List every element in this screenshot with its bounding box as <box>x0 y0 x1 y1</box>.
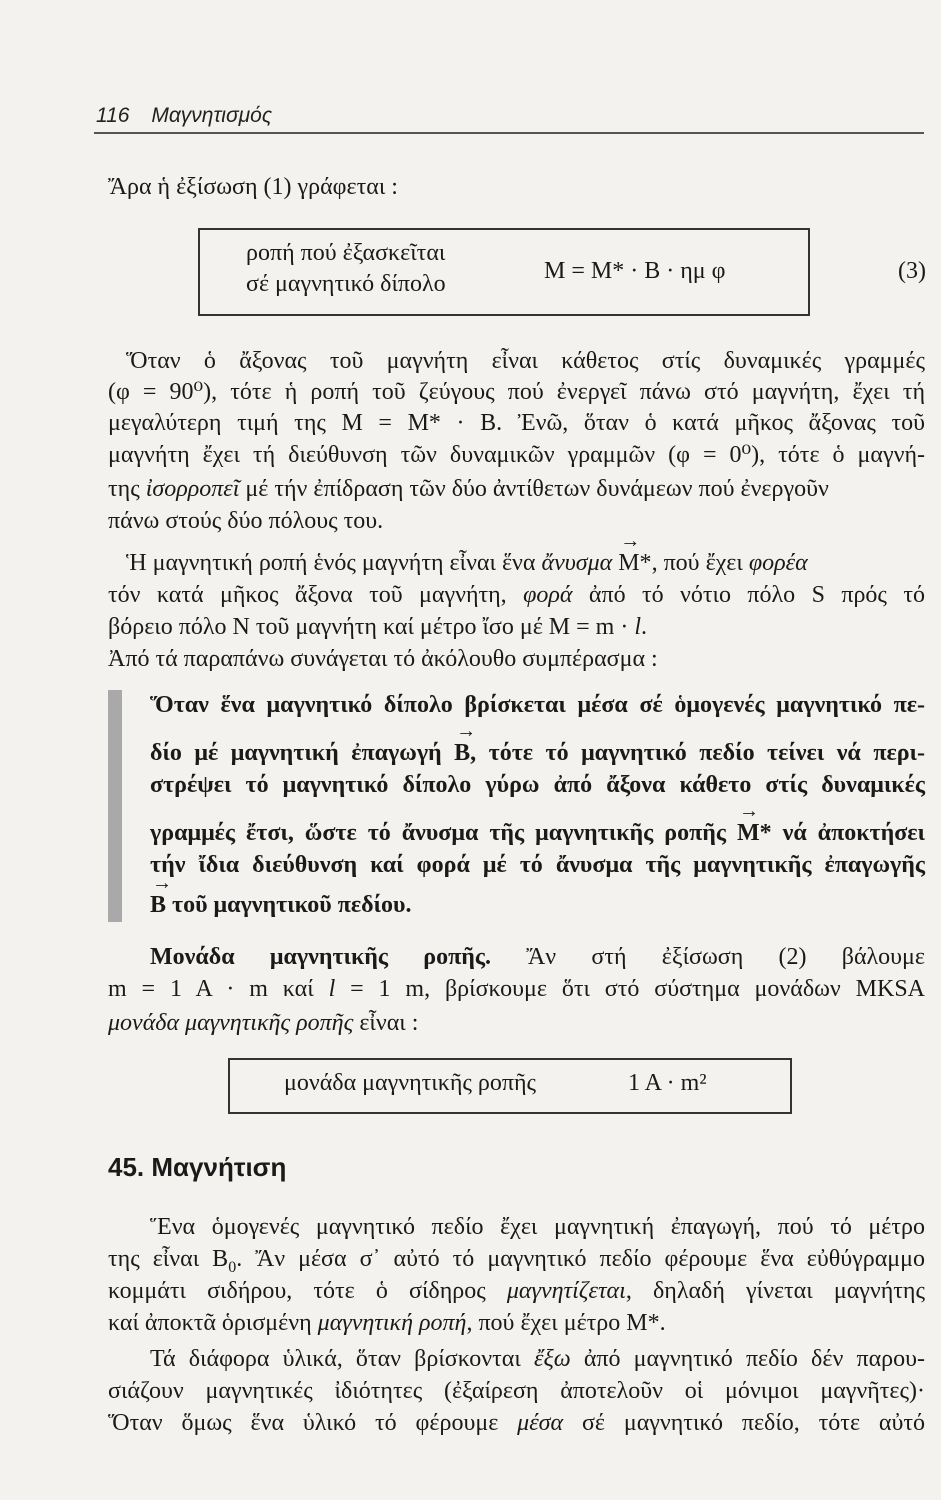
text-run: της <box>108 476 146 502</box>
s45-line1: Ἕνα ὁμογενές μαγνητικό πεδίο ἔχει μαγνητική ἐπαγωγή, πού τό μέτρο <box>150 1214 925 1240</box>
conclusion-line2 <box>150 738 925 768</box>
conclusion-line6 <box>150 890 925 920</box>
italic-term: φορά <box>523 582 573 608</box>
text-run: νά ἀποκτήσει <box>771 820 925 846</box>
para1-line1: Ὅταν ὁ ἄξονας τοῦ μαγνήτη εἶναι κάθετος στίς δυναμικές γραμμές <box>126 348 925 374</box>
text-run: = 1 m, βρίσκουμε ὅτι στό σύστημα μονάδων MKSA <box>335 976 925 1002</box>
text-run: , πού ἔχει μέτρο M*. <box>466 1310 666 1336</box>
equation-3-label-line2: σέ μαγνητικό δίπολο <box>246 271 446 297</box>
text-run: , πού ἔχει <box>651 550 749 576</box>
italic-term: μαγνητίζεται <box>506 1278 626 1304</box>
conclusion-line1: Ὅταν ἕνα μαγνητικό δίπολο βρίσκεται μέσα σέ ὁμογενές μαγνητικό πε- <box>150 692 925 718</box>
italic-term: μέσα <box>517 1410 564 1436</box>
para1-line6: πάνω στούς δύο πόλους του. <box>108 508 384 534</box>
running-title: Μαγνητισμός <box>151 104 273 127</box>
section-heading <box>108 1152 286 1183</box>
conclusion-line5: τήν ἴδια διεύθυνση καί φορά μέ τό ἄνυσμα τῆς μαγνητικῆς ἐπαγωγῆς <box>150 852 925 878</box>
equation-3-number: (3) <box>898 258 926 284</box>
bold-heading: Μονάδα μαγνητικῆς ροπῆς. <box>150 944 492 970</box>
text-run: τόν κατά μῆκος ἄξονα τοῦ μαγνήτη, <box>108 582 524 608</box>
page-number: 116 <box>96 104 130 127</box>
para2-line3 <box>108 612 925 642</box>
unit-line3 <box>108 1008 925 1038</box>
equation-3-label <box>246 238 446 300</box>
italic-term: μαγνητική ροπή <box>317 1310 467 1336</box>
italic-term: μονάδα μαγνητικῆς ροπῆς <box>108 1010 354 1036</box>
text-run: ἀπό τό νότιο πόλο S πρός τό <box>572 582 925 608</box>
equation-3-label-line1: ροπή πού ἐξασκεῖται <box>246 240 446 266</box>
subscript: 0 <box>228 1258 237 1276</box>
unit-box-value: 1 A · m² <box>628 1070 707 1096</box>
text-run: m = 1 A · m καί <box>108 976 329 1002</box>
text-run: , δηλαδή γίνεται μαγνήτης <box>625 1278 925 1304</box>
para2-line4: Ἀπό τά παραπάνω συνάγεται τό ἀκόλουθο συμπέρασμα : <box>108 646 658 672</box>
intro-line: Ἄρα ἡ ἐξίσωση (1) γράφεται : <box>108 174 398 200</box>
text-run: καί ἀποκτᾶ ὁρισμένη <box>108 1310 318 1336</box>
s45-line4 <box>108 1308 925 1338</box>
text-run: Ἄν στή ἐξίσωση (2) βάλουμε <box>491 944 925 970</box>
vector-m: → M* <box>737 818 772 848</box>
italic-term: ἔξω <box>533 1346 571 1372</box>
text-run: δίο μέ μαγνητική ἐπαγωγή <box>150 740 455 766</box>
para2-line2 <box>108 580 925 610</box>
italic-term: φορέα <box>748 550 808 576</box>
header-rule <box>94 132 924 134</box>
italic-term: ἰσορροπεῖ <box>145 476 240 502</box>
text-run: της εἶναι B <box>108 1246 229 1272</box>
italic-term: l <box>634 614 642 640</box>
unit-line2 <box>108 974 925 1004</box>
unit-line1 <box>150 942 925 972</box>
text-run: γραμμές ἔτσι, ὥστε τό ἄνυσμα τῆς μαγνητικῆς ροπῆς <box>150 820 737 846</box>
text-run: Ἡ μαγνητική ροπή ἑνός μαγνήτη εἶναι ἕνα <box>126 550 542 576</box>
vector-b: → B <box>150 890 166 920</box>
text-run: εἶναι : <box>353 1010 419 1036</box>
unit-box-label: μονάδα μαγνητικῆς ροπῆς <box>284 1070 537 1096</box>
s45-line3 <box>108 1276 925 1306</box>
para2-line1 <box>126 548 925 578</box>
para1-line2: (φ = 90⁰), τότε ἡ ροπή τοῦ ζεύγους πού ἐνεργεῖ πάνω στό μαγνήτη, ἔχει τή <box>108 379 925 405</box>
s45-line6: σιάζουν μαγνητικές ἰδιότητες (ἐξαίρεση ἀποτελοῦν οἱ μόνιμοι μαγνῆτες)· <box>108 1378 925 1404</box>
text-run: ἀπό μαγνητικό πεδίο δέν παρου- <box>570 1346 925 1372</box>
section-number: 45. <box>108 1152 145 1182</box>
vector-m: → M* <box>618 548 651 578</box>
running-header <box>96 104 272 128</box>
text-run: μέ τήν ἐπίδραση τῶν δύο ἀντίθετων δυνάμεων πού ἐνεργοῦν <box>239 476 829 502</box>
s45-line5 <box>150 1344 925 1374</box>
conclusion-sidebar <box>108 690 122 922</box>
text-run: . Ἄν μέσα σ᾽ αὐτό τό μαγνητικό πεδίο φέρουμε ἕνα εὐθύγραμμο <box>236 1246 926 1272</box>
equation-3-formula: M = M* · B · ημ φ <box>544 258 726 284</box>
conclusion-line3: στρέψει τό μαγνητικό δίπολο γύρω ἀπό ἄξονα κάθετο στίς δυναμικές <box>150 772 925 798</box>
text-run: . <box>641 614 648 640</box>
text-run: Ὅταν ὅμως ἕνα ὑλικό τό φέρουμε <box>108 1410 518 1436</box>
vector-b: → B <box>454 738 470 768</box>
text-run: τοῦ μαγνητικοῦ πεδίου. <box>166 892 412 918</box>
italic-term: ἄνυσμα <box>541 550 613 576</box>
conclusion-line4 <box>150 818 925 848</box>
text-run: , τότε τό μαγνητικό πεδίο τείνει νά περι- <box>470 740 925 766</box>
text-run: Τά διάφορα ὑλικά, ὅταν βρίσκονται <box>150 1346 534 1372</box>
text-run: σέ μαγνητικό πεδίο, τότε αὐτό <box>563 1410 926 1436</box>
text-run: βόρειο πόλο N τοῦ μαγνήτη καί μέτρο ἴσο μέ M = m · <box>108 614 635 640</box>
section-title: Μαγνήτιση <box>151 1152 287 1182</box>
s45-line7 <box>108 1408 925 1438</box>
text-run: κομμάτι σιδήρου, τότε ὁ σίδηρος <box>108 1278 507 1304</box>
para1-line3: μεγαλύτερη τιμή της M = M* · B. Ἐνῶ, ὅταν ὁ κατά μῆκος ἄξονας τοῦ <box>108 410 925 436</box>
para1-line4: μαγνήτη ἔχει τή διεύθυνση τῶν δυναμικῶν γραμμῶν (φ = 0⁰), τότε ὁ μαγνή- <box>108 442 925 468</box>
para1-line5 <box>108 474 925 504</box>
italic-term: l <box>328 976 336 1002</box>
